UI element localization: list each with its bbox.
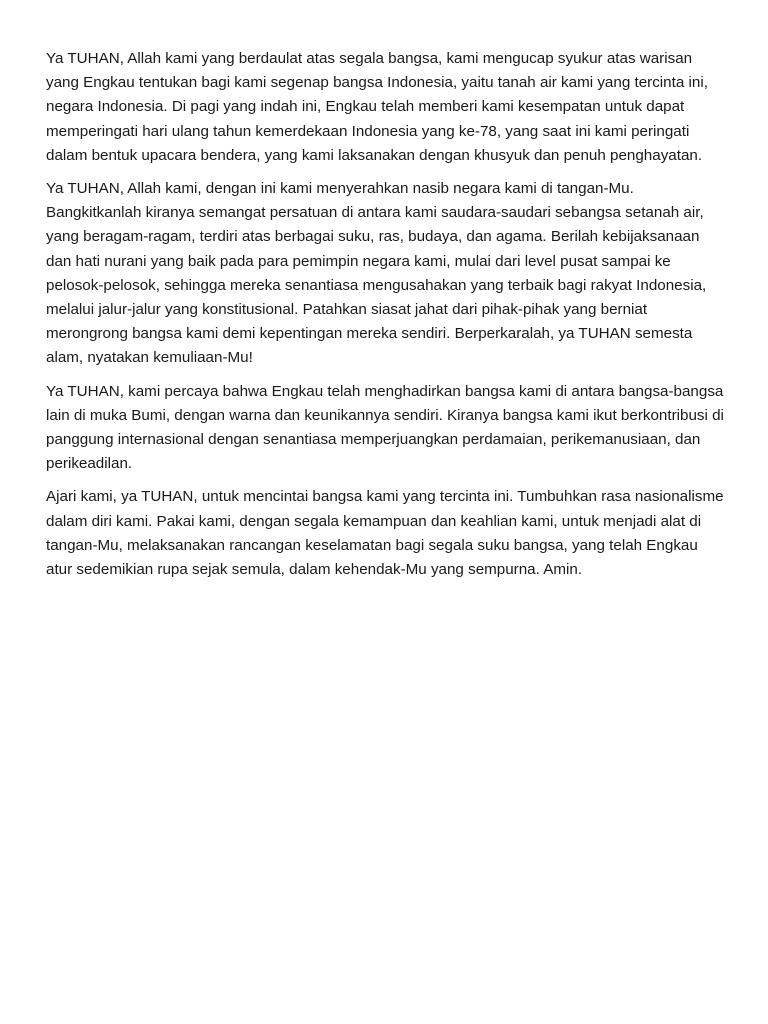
paragraph-2: Ya TUHAN, Allah kami, dengan ini kami menyerahkan nasib negara kami di tangan-Mu. Bangkitkanlah kiranya semangat persatuan di antara kami saudara-saudari sebangsa setanah air, yang beragam-ragam, terdiri atas berbagai suku, ras, budaya, dan agama. Berilah kebijaksanaan dan hati nurani yang baik pada para pemimpin negara kami, mulai dari level pusat sampai ke pelosok-pelosok, sehingga mereka senantiasa mengusahakan yang terbaik bagi rakyat Indonesia, melalui jalur-jalur yang konstitusional. Patahkan siasat jahat dari pihak-pihak yang berniat merongrong bangsa kami demi kepentingan mereka sendiri. Berperkaralah, ya TUHAN semesta alam, nyatakan kemuliaan-Mu! [46,180,707,367]
paragraph-3: Ya TUHAN, kami percaya bahwa Engkau telah menghadirkan bangsa kami di antara bangsa-bangsa lain di muka Bumi, dengan warna dan keunikannya sendiri. Kiranya bangsa kami ikut berkontribusi di panggung internasional dengan senantiasa memperjuangkan perdamaian, perikemanusiaan, dan perikeadilan. [46,382,724,473]
document-body [46,47,726,591]
paragraph-4: Ajari kami, ya TUHAN, untuk mencintai bangsa kami yang tercinta ini. Tumbuhkan rasa nasionalisme dalam diri kami. Pakai kami, dengan segala kemampuan dan keahlian kami, untuk menjadi alat di tangan-Mu, melaksanakan rancangan keselamatan bagi segala suku bangsa, yang telah Engkau atur sedemikian rupa sejak semula, dalam kehendak-Mu yang sempurna. Amin. [46,488,724,579]
paragraph-1: Ya TUHAN, Allah kami yang berdaulat atas segala bangsa, kami mengucap syukur atas warisan yang Engkau tentukan bagi kami segenap bangsa Indonesia, yaitu tanah air kami yang tercinta ini, negara Indonesia. Di pagi yang indah ini, Engkau telah memberi kami kesempatan untuk dapat memperingati hari ulang tahun kemerdekaan Indonesia yang ke-78, yang saat ini kami peringati dalam bentuk upacara bendera, yang kami laksanakan dengan khusyuk dan penuh penghayatan. [46,50,708,164]
